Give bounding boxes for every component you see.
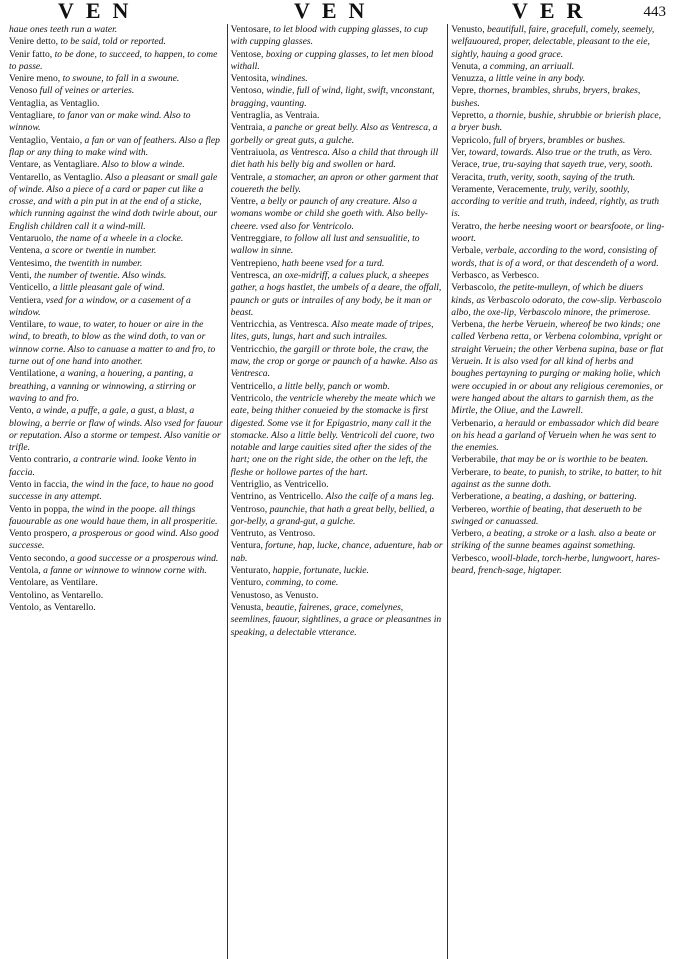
dictionary-entry (231, 110, 445, 122)
entry-definition: beautie, fairenes, grace, comelynes, seemlines, fauour, sightlines, a grace or pleasantnes in speaking, a delectable vtterance. (230, 601, 442, 638)
entry-definition: thornes, brambles, shrubs, bryers, brakes, bushes. (451, 85, 641, 109)
column-3 (447, 24, 668, 959)
entry-headword: Ventraia, (230, 122, 266, 134)
entry-definition: a thornie, bushie, shrubbie or brierish place, a bryer bush. (451, 110, 662, 134)
entry-definition: a belly or paunch of any creature. Also a womans wombe or child she goeth with. Also belly-cheere. vsed also for Ventricolo. (230, 196, 428, 232)
entry-definition: boxing or cupping glasses, to let men blood withall. (230, 48, 434, 72)
dictionary-entry (9, 73, 224, 85)
dictionary-entry (9, 282, 224, 294)
entry-definition: the petite-mulleyn, of which be diuers kinds, as Verbascolo odorato, the cow-slip. Verbascolo albo, the oxe-lip, Verbascolo minore, the primerose. (451, 282, 662, 318)
dictionary-entry (231, 122, 445, 147)
entry-definition: an oxe-midriff, a calues pluck, a sheepes gather, a hogs hastlet, the umbels of a deare, the offall, paunch or guts or intrailes of any body, be it man or beast. (230, 269, 442, 318)
entry-headword: Verbesco, (451, 552, 489, 564)
entry-headword: Ventrino, as Ventricello. (230, 491, 324, 503)
entry-headword: Ventare, as Ventagliare. (9, 159, 100, 171)
entry-headword: Ventricchia, as Ventresca. (230, 319, 330, 331)
dictionary-entry (231, 540, 445, 565)
entry-definition: Also to blow a winde. (101, 159, 185, 171)
entry-headword: Verberare, (451, 466, 491, 478)
header-middle: VEN (294, 0, 377, 23)
entry-headword: Verbero, (451, 528, 485, 540)
dictionary-entry (9, 85, 224, 97)
entry-definition: worthie of beating, that deserueth to be swinged or canuassed. (451, 503, 642, 527)
columns (6, 24, 668, 959)
entry-headword: Ventoso, (230, 85, 264, 97)
dictionary-entry (9, 233, 224, 245)
entry-headword: Venuta, (451, 60, 481, 72)
header-right: VER (512, 0, 595, 23)
entry-headword: Venturato, (230, 565, 271, 577)
dictionary-entry (9, 295, 224, 320)
entry-definition: haue ones teeth run a water. (9, 24, 118, 35)
entry-definition: windie, full of wind, light, swift, vnconstant, bragging, vaunting. (230, 85, 435, 109)
entry-headword: Vento secondo, (9, 552, 68, 564)
dictionary-entry (231, 590, 445, 602)
entry-headword: Vento, (9, 405, 34, 417)
entry-definition: a waning, a houering, a panting, a breathing, a vanning or winnowing, a stirring or waving to and fro. (9, 368, 197, 404)
entry-definition: a contrarie wind. looke Vento in faccia. (9, 454, 197, 478)
dictionary-entry (9, 590, 224, 602)
entry-headword: Ventosare, (230, 24, 271, 35)
dictionary-entry (9, 528, 224, 553)
entry-headword: Verbascolo, (451, 282, 497, 294)
dictionary-entry (451, 85, 665, 110)
dictionary-entry (9, 368, 224, 405)
entry-headword: Ventresca, (230, 269, 271, 281)
dictionary-entry (451, 221, 665, 246)
dictionary-entry (231, 24, 445, 49)
entry-headword: Ventaglio, Ventaio, (9, 134, 83, 146)
entry-headword: Ventroso, (230, 503, 268, 515)
entry-headword: Ventricchio, (230, 343, 278, 355)
entry-headword: Ventrale, (230, 171, 266, 183)
dictionary-entry (231, 233, 445, 258)
dictionary-entry (9, 36, 224, 48)
entry-headword: Venticello, (9, 282, 51, 294)
entry-definition: to fanor van or make wind. Also to winnow. (9, 110, 191, 134)
dictionary-entry (9, 110, 224, 135)
entry-headword: Ventolino, as Ventarello. (9, 589, 104, 601)
dictionary-entry (9, 479, 224, 504)
dictionary-entry (451, 110, 665, 135)
entry-definition: paunchie, that hath a great belly, bellied, a gor-belly, a grand-gut, a gulche. (230, 503, 435, 527)
dictionary-entry (451, 504, 665, 529)
entry-headword: Ventola, (9, 565, 41, 577)
entry-headword: Ventraiuola, (230, 146, 278, 158)
dictionary-entry (231, 577, 445, 589)
dictionary-entry (9, 565, 224, 577)
dictionary-entry (451, 528, 665, 553)
entry-definition: a beating, a stroke or a lash. also a beate or striking of the sunne beames against something. (451, 528, 657, 552)
entry-headword: Ventricolo, (230, 392, 274, 404)
entry-headword: Ventiera, (9, 294, 44, 306)
entry-definition: to let blood with cupping glasses, to cup with cupping glasses. (230, 24, 428, 48)
entry-definition: a fan or van of feathers. Also a flep flap or any thing to make wind with. (9, 134, 220, 158)
entry-headword: Vepricolo, (451, 134, 491, 146)
entry-definition: the name of a wheele in a clocke. (55, 233, 184, 245)
dictionary-entry (231, 491, 445, 503)
entry-definition: a prosperous or good wind. Also good successe. (9, 528, 219, 552)
entry-headword: Ventreggiare, (230, 233, 283, 245)
entry-definition: to follow all lust and sensualitie, to wallow in sinne. (230, 233, 420, 257)
entry-definition: wooll-blade, torch-herbe, lungwoort, hares-beard, french-sage, higtaper. (451, 552, 661, 577)
entry-definition: full of veines or arteries. (39, 85, 135, 97)
dictionary-entry (9, 98, 224, 110)
entry-headword: Ventose, (230, 48, 264, 60)
entry-definition: verbale, according to the word, consisting of words, that is of a word, or that descendeth of a word. (451, 245, 659, 269)
dictionary-entry (451, 245, 665, 270)
running-header (0, 0, 674, 22)
entry-definition: a panche or great belly. Also as Ventresca, a gorbelly or great guts, a gulche. (230, 122, 438, 146)
entry-definition: Also the calfe of a mans leg. (325, 491, 435, 503)
entry-headword: Verberatione, (451, 491, 503, 503)
dictionary-entry (231, 565, 445, 577)
entry-definition: to beate, to punish, to strike, to batter, to hit against as the sunne doth. (451, 466, 662, 490)
dictionary-entry (451, 270, 665, 282)
entry-definition: as Ventresca. Also a child that through ill diet hath his belly big and swollen or hard. (230, 146, 439, 171)
entry-definition: true, tru-saying that sayeth true, very, sooth. (482, 159, 653, 171)
dictionary-entry (231, 73, 445, 85)
dictionary-entry (231, 319, 445, 344)
dictionary-entry (9, 135, 224, 160)
entry-definition: the number of twentie. Also winds. (34, 269, 167, 281)
entry-headword: Ventilatione, (9, 368, 58, 380)
entry-definition: toward, towards. Also true or the truth, as Vero. (469, 146, 653, 158)
entry-headword: Veracita, (451, 171, 486, 183)
entry-headword: Ventricello, (230, 380, 276, 392)
dictionary-entry (451, 467, 665, 492)
dictionary-entry (231, 393, 445, 479)
entry-definition: the wind in the face, to haue no good successe in any attempt. (9, 478, 214, 503)
dictionary-entry (451, 24, 665, 61)
entry-definition: the wind in the poope. all things fauourable as one would haue them, in all prosperitie. (9, 503, 218, 527)
entry-definition: comming, to come. (265, 577, 339, 589)
dictionary-entry (451, 282, 665, 319)
entry-headword: Verbereo, (451, 503, 489, 515)
page-number: 443 (643, 4, 666, 20)
entry-headword: Venir fatto, (9, 48, 53, 60)
entry-definition: a herauld or embassador which did beare on his head a garland of Veruein when he was sent to the enemies. (451, 417, 659, 454)
dictionary-entry (451, 553, 665, 578)
dictionary-entry (9, 602, 224, 614)
entry-definition: that may be or is worthie to be beaten. (500, 454, 649, 466)
entry-definition: to waue, to water, to houer or aire in the wind, to breath, to blow as the wind doth, to van or winnow corne. Also to canuase a matter to and fro, to turne out of one hand into another. (9, 319, 216, 368)
entry-definition: a beating, a dashing, or battering. (505, 491, 637, 503)
dictionary-entry (9, 319, 224, 368)
dictionary-entry (231, 504, 445, 529)
dictionary-entry (231, 270, 445, 319)
dictionary-entry (451, 147, 665, 159)
dictionary-entry (9, 270, 224, 282)
dictionary-entry (231, 528, 445, 540)
dictionary-entry (231, 147, 445, 172)
entry-definition: the twentith in number. (54, 257, 143, 269)
entry-definition: a little pleasant gale of wind. (52, 282, 165, 294)
entry-headword: Verberabile, (451, 454, 498, 466)
entry-headword: Venti, (9, 269, 32, 281)
dictionary-entry (451, 61, 665, 73)
dictionary-entry (9, 159, 224, 171)
entry-headword: Venusta, (230, 601, 264, 613)
header-left: VEN (58, 0, 141, 23)
entry-definition: windines. (271, 73, 308, 85)
dictionary-entry (9, 172, 224, 233)
entry-headword: Ventura, (230, 540, 263, 552)
column-2 (227, 24, 448, 959)
entry-headword: Venoso (9, 85, 38, 97)
entry-definition: to swoune, to fall in a swoune. (62, 73, 180, 85)
entry-headword: Vepre, (451, 85, 477, 97)
entry-definition: a little belly, panch or womb. (277, 380, 390, 392)
dictionary-entry (9, 245, 224, 257)
dictionary-entry (9, 24, 224, 36)
entry-headword: Ventolo, as Ventarello. (9, 601, 96, 613)
entry-headword: Ventruto, as Ventroso. (230, 528, 316, 540)
entry-headword: Ventrepieno, (230, 257, 280, 269)
entry-definition: a winde, a puffe, a gale, a gust, a blast, a blowing, a berrie or flaw of winds. Also vsed for fauour or reputation. Also a storme or tempest. Also vanitie or trifle. (9, 405, 223, 454)
entry-definition: a stomacher, an apron or other garment that couereth the belly. (230, 171, 439, 195)
entry-headword: Verbena, (451, 319, 486, 331)
entry-headword: Veratro, (451, 220, 482, 232)
entry-definition: beautifull, faire, gracefull, comely, seemely, welfauoured, proper, delectable, pleasant to the eie, sightly, hauing a good grace. (451, 24, 655, 60)
entry-definition: the herbe Veruein, whereof be two kinds; one called Verbena retta, or Verbena colombina, vpright or straight Veruein; the other Verbena supina, base or flat Veruein. It is also vsed for all kind of herbs and boughes pertayning to purging or making holie, which were occupied in or about any religious ceremonies, or were hanged about the altars to garnish them, as the Mirtle, the Oliue, and the Lawrell. (451, 319, 664, 417)
entry-headword: Venturo, (230, 577, 264, 589)
entry-headword: Ventaruolo, (9, 233, 54, 245)
entry-headword: Verace, (451, 159, 480, 171)
entry-headword: Verbenario, (451, 417, 496, 429)
entry-headword: Venuzza, (451, 73, 487, 85)
entry-definition: Also a pleasant or small gale of winde. Also a piece of a card or paper cut like a crosse, and with a pin put in at the end of a sticke, which running against the wind doth twirle about, our English children call it a wind-mill. (9, 171, 218, 232)
entry-definition: a little veine in any body. (488, 73, 586, 85)
entry-definition: vsed for a window, or a casement of a window. (9, 294, 191, 318)
entry-definition: the herbe neesing woort or bearsfoote, or ling-woort. (451, 220, 665, 245)
entry-headword: Venire meno, (9, 73, 61, 85)
entry-definition: fortune, hap, lucke, chance, aduenture, hab or nab. (230, 540, 443, 564)
entry-headword: Ventilare, (9, 319, 47, 331)
dictionary-entry (451, 159, 665, 171)
dictionary-entry (9, 405, 224, 454)
entry-headword: Ventraglia, as Ventraia. (230, 110, 320, 122)
dictionary-entry (231, 344, 445, 381)
dictionary-entry (231, 602, 445, 639)
entry-definition: hath beene vsed for a turd. (281, 257, 385, 269)
entry-headword: Veramente, Veracemente, (451, 183, 549, 195)
entry-headword: Venustoso, as Venusto. (230, 589, 319, 601)
entry-definition: a comming, an arriuall. (482, 60, 575, 72)
entry-definition: a score or twentie in number. (44, 245, 157, 257)
entry-headword: Ventaglia, as Ventaglio. (9, 97, 100, 109)
dictionary-entry (231, 258, 445, 270)
dictionary-entry (231, 381, 445, 393)
dictionary-entry (231, 196, 445, 233)
entry-headword: Ventena, (9, 245, 43, 257)
entry-definition: a good successe or a prosperous wind. (70, 552, 219, 564)
dictionary-entry (451, 73, 665, 85)
column-1 (6, 24, 227, 959)
entry-headword: Ventesimo, (9, 257, 52, 269)
entry-headword: Ventre, (230, 196, 259, 208)
dictionary-entry (451, 418, 665, 455)
entry-headword: Ventarello, as Ventaglio. (9, 171, 103, 183)
entry-headword: Venusto, (451, 24, 485, 35)
entry-headword: Ventriglio, as Ventricello. (230, 478, 329, 490)
entry-headword: Ventolare, as Ventilare. (9, 577, 98, 589)
dictionary-entry (231, 479, 445, 491)
entry-headword: Vento in poppa, (9, 503, 70, 515)
entry-headword: Vento prospero, (9, 528, 70, 540)
entry-headword: Verbasco, as Verbesco. (451, 269, 540, 281)
entry-headword: Ver, (451, 146, 467, 158)
dictionary-entry (9, 49, 224, 74)
entry-headword: Ventosita, (230, 73, 269, 85)
entry-headword: Ventagliare, (9, 110, 56, 122)
entry-headword: Vento contrario, (9, 454, 71, 466)
entry-definition: happie, fortunate, luckie. (272, 565, 369, 577)
entry-headword: Vepretto, (451, 110, 487, 122)
entry-definition: to be said, told or reported. (60, 36, 166, 48)
dictionary-entry (451, 172, 665, 184)
dictionary-entry (451, 184, 665, 221)
dictionary-entry (451, 491, 665, 503)
dictionary-entry (231, 85, 445, 110)
dictionary-entry (9, 258, 224, 270)
dictionary-entry (231, 172, 445, 197)
entry-headword: Verbale, (451, 245, 483, 257)
dictionary-entry (451, 454, 665, 466)
entry-definition: the ventricle whereby the meate which we eate, being thither conueied by the stomacke is first digested. Some vse it for Epigastrio, many call it the stomacke. Also a little belly. Ventricoli del cuore, two notable and large cauities sited after the sides of the hart; one on the right side, the other on the left, the fleshe or hollowe partes of the hart. (230, 392, 436, 478)
entry-headword: Venire detto, (9, 36, 59, 48)
entry-definition: truth, verity, sooth, saying of the truth. (487, 171, 636, 183)
dictionary-entry (9, 553, 224, 565)
entry-headword: Vento in faccia, (9, 478, 69, 490)
entry-definition: full of bryers, brambles or bushes. (493, 134, 626, 146)
dictionary-entry (451, 319, 665, 417)
entry-definition: Also meate made of tripes, lites, guts, lungs, hart and such intrailes. (230, 319, 434, 343)
entry-definition: a fanne or winnowe to winnow corne with. (43, 565, 207, 577)
dictionary-entry (9, 504, 224, 529)
dictionary-entry (451, 135, 665, 147)
entry-definition: the gargill or throte bole, the craw, the maw, the crop or gorge or paunch of a hawke. Also as Ventresca. (230, 343, 438, 380)
dictionary-entry (231, 49, 445, 74)
entry-definition: truly, verily, soothly, according to veritie and truth, indeed, rightly, as truth is. (451, 183, 660, 220)
dictionary-entry (9, 454, 224, 479)
entry-definition: to be done, to succeed, to happen, to come to passe. (9, 48, 218, 72)
dictionary-entry (9, 577, 224, 589)
